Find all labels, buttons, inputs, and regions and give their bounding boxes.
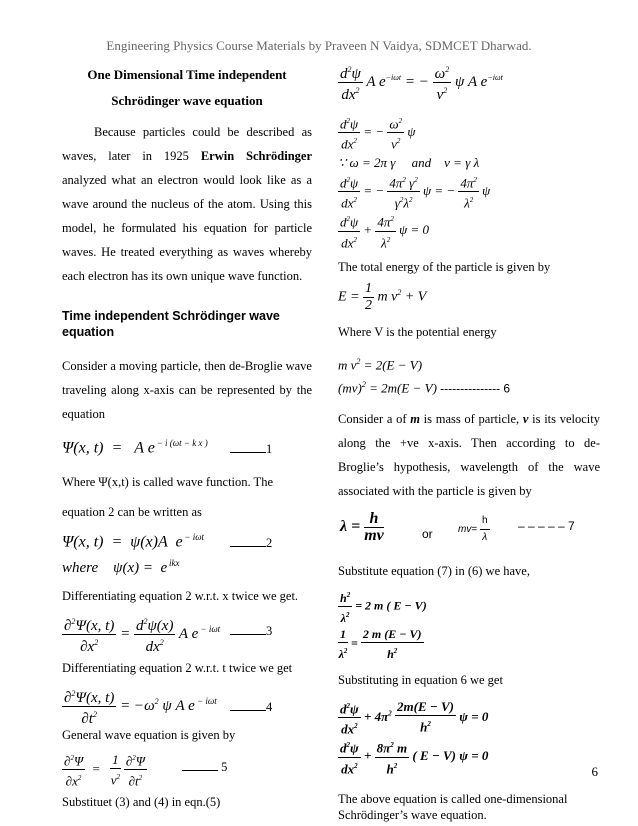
paragraph-diff-t: Differentiating equation 2 w.r.t. t twice we get <box>62 661 293 675</box>
section-title-line1: One Dimensional Time independent <box>87 67 287 82</box>
paragraph-debroglie: Consider a moving particle, then de-Broglie wave traveling along x-axis can be represented by the equation <box>62 359 312 421</box>
left-column <box>62 62 312 814</box>
equation-1-number: 1 <box>266 442 273 456</box>
subsection-heading: Time independent Schrödinger wave equation <box>62 309 280 339</box>
paragraph-diff-x: Differentiating equation 2 w.r.t. x twice we get. <box>62 589 299 603</box>
equation-schrodinger: $\frac{d^2\psi}{dx^2}$ + $4\pi^2$ $\frac{2m(E - V)}{h^2}$ ψ = 0 $\frac{d^2\psi}{dx^2}$ + $\frac{8\pi^2 m}{h^2}$ ( E − V) ψ = 0 <box>340 699 489 776</box>
equation-1: Ψ(x, t) = A e $^{- i (\omega t - k x )}$ 1 <box>62 438 273 457</box>
schrodinger-name: Erwin Schrödinger <box>200 149 313 163</box>
derivation-line-1: $\frac{d^2\psi}{dx^2}$ A $e^{-i\omega t}$ = − $\frac{\omega^2}{v^2}$ ψ A $e^{-i\omega t}$ <box>338 62 600 103</box>
derivation-line-5: $\frac{d^2\psi}{dx^2}$ + $\frac{4\pi^2}{\lambda^2}$ ψ = 0 <box>338 211 600 251</box>
section-title-line2: Schrödinger wave equation <box>111 93 263 108</box>
paragraph-substitute-7-6: Substitute equation (7) in (6) we have, <box>338 563 530 578</box>
equation-3: $\frac{\partial^2\Psi(x, t)}{\partial x^2}$ = $\frac{d^2\psi(x)}{dx^2}$ A e $^{- i\omega t}$ 3 <box>62 614 312 656</box>
equation-6: m $v^2 = 2(E - V)$ (mv)$^2$ = 2m(E − V) --------------- 6 <box>338 356 511 396</box>
page-number: 6 <box>591 764 598 779</box>
paragraph-potential-energy: Where V is the potential energy <box>338 324 497 339</box>
equation-2-number: 2 <box>266 536 273 550</box>
equation-3-number: 3 <box>266 624 273 638</box>
equation-4: $\frac{\partial^2\Psi(x, t)}{\partial t^2}$ = $-\omega^2$ ψ A e $^{- i\omega t}$ 4 <box>62 686 312 726</box>
paragraph-total-energy: The total energy of the particle is given by <box>338 259 551 274</box>
equation-2: Ψ(x, t) = ψ(x)A e $^{- i\omega t}$ 2 where ψ(x) = e $^{ikx}$ <box>62 532 273 576</box>
equation-7-number: 7 <box>568 518 575 533</box>
right-column <box>338 62 600 823</box>
derivation-block <box>338 62 600 251</box>
paragraph-conclusion: The above equation is called one-dimensional Schrödinger’s wave equation. <box>338 791 568 822</box>
derivation-line-2: $\frac{d^2\psi}{dx^2}$ = − $\frac{\omega^2}{v^2}$ ψ <box>338 113 600 153</box>
intro-paragraph: Because particles could be described as waves, later in 1925 Erwin Schrödinger analyzed what an electron would look like as a wave around the nucleus of the atom. Using this model, he formulated his equation for particle waves. He treated everything as waves whereby each electron has its own unique wave function. <box>62 125 313 283</box>
equation-5-number: 5 <box>221 760 228 774</box>
or-label: or <box>422 526 433 541</box>
equation-substituted: $\frac{h^2}{\lambda^2}$ = 2 m ( E − V) $\frac{1}{\lambda^2}$ = $\frac{2 m (E - V)}{h^2}$ <box>338 587 600 662</box>
derivation-line-3: ∵ ω = 2π γ and v = γ λ <box>338 154 480 170</box>
paragraph-eq2-intro: equation 2 can be written as <box>62 505 202 519</box>
paragraph-general-wave: General wave equation is given by <box>62 728 236 742</box>
equation-5: $\frac{\partial^2\Psi}{\partial x^2}$ = $\frac{1}{v^2}$ $\frac{\partial^2\Psi}{\partial t^2}$ 5 <box>64 751 228 789</box>
equation-6-number: 6 <box>503 381 511 396</box>
equation-total-energy: E = $\frac{1}{2}$ m $v^2 + V$ <box>338 280 427 313</box>
paragraph-substitute-3-4: Substituet (3) and (4) in eqn.(5) <box>62 795 221 809</box>
paragraph-substituting-6: Substituting in equation 6 we get <box>338 672 503 687</box>
paragraph-debroglie-hypothesis: Consider a of m is mass of particle, v is its velocity along the +ve x-axis. Then according to de-Broglie’s hypothesis, wavelength of the wave associated with the particle is given by <box>338 411 600 498</box>
equation-7: λ = $\frac{h}{mv}$ or mv= $\frac{h}{\lambda}$ – – – – – 7 <box>340 509 575 544</box>
paragraph-wave-function: Where Ψ(x,t) is called wave function. The <box>62 475 273 489</box>
equation-4-number: 4 <box>266 700 273 714</box>
page-header: Engineering Physics Course Materials by Praveen N Vaidya, SDMCET Dharwad. <box>106 38 532 53</box>
derivation-line-4: $\frac{d^2\psi}{dx^2}$ = − $\frac{4\pi^2 \gamma^2}{\gamma^2\lambda^2}$ ψ = − $\frac{4\pi^2}{\lambda^2}$ ψ <box>338 172 600 212</box>
